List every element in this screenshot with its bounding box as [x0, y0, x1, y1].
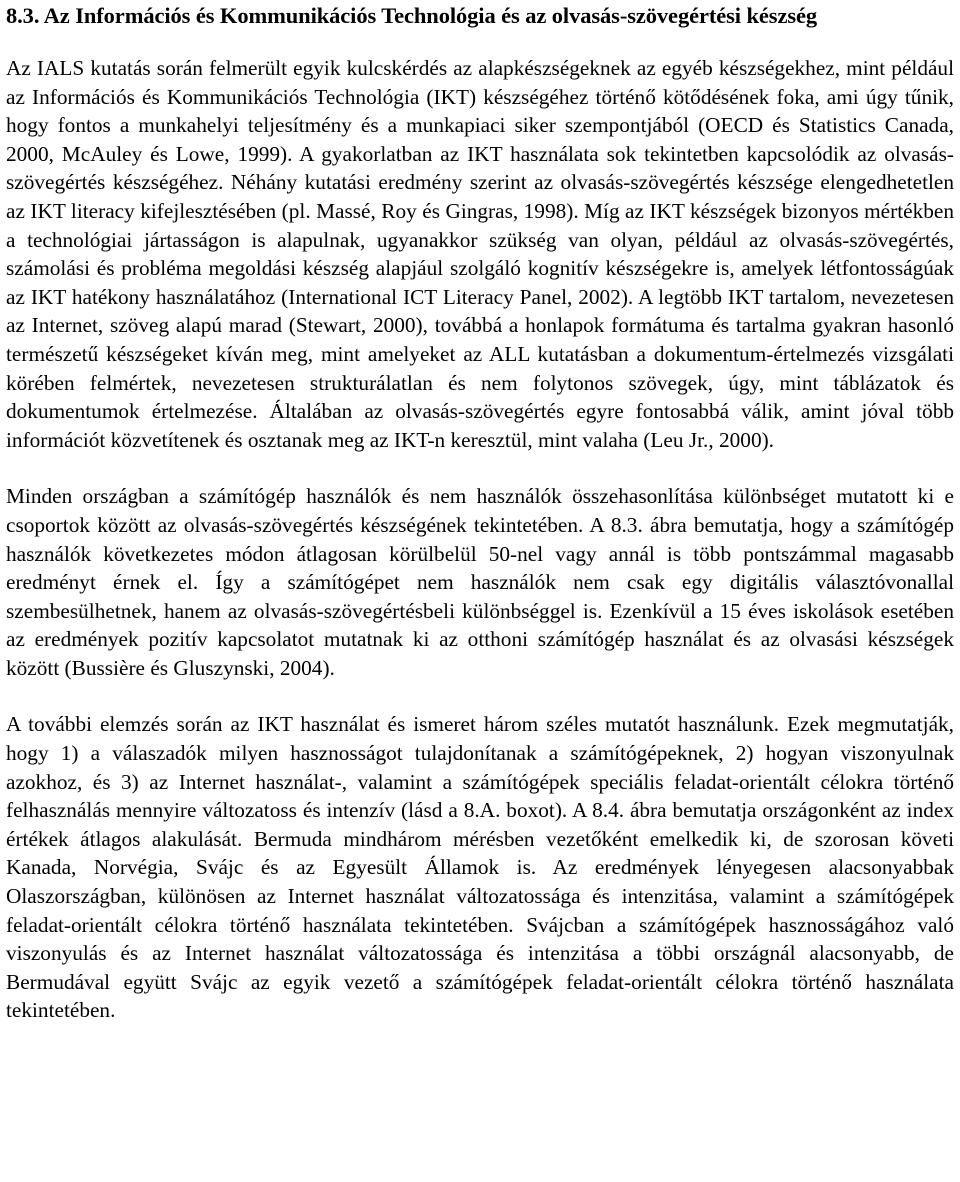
paragraph-ikt-intro: Az IALS kutatás során felmerült egyik kulcskérdés az alapkészségeknek az egyéb készségekhez, mint például az Információs és Kommunikációs Technológia (IKT) készségéhez történő kötődésének foka, ami úgy tűnik, hogy fontos a munkahelyi teljesítmény és a munkapiaci siker szempontjából (OECD és Statistics Canada, 2000, McAuley és Lowe, 1999). A gyakorlatban az IKT használata sok tekintetben kapcsolódik az olvasás-szövegértés készségéhez. Néhány kutatási eredmény szerint az olvasás-szövegértés készsége elengedhetetlen az IKT literacy kifejlesztésében (pl. Massé, Roy és Gingras, 1998). Míg az IKT készségek bizonyos mértékben a technológiai jártasságon is alapulnak, ugyanakkor szükség van olyan, például az olvasás-szövegértés, számolási és probléma megoldási készség alapjául szolgáló kognitív készségekre is, amelyek létfontosságúak az IKT hatékony használatához (International ICT Literacy Panel, 2002). A legtöbb IKT tartalom, nevezetesen az Internet, szöveg alapú marad (Stewart, 2000), továbbá a honlapok formátuma és tartalma gyakran hasonló természetű készségeket kíván meg, mint amelyeket az ALL kutatásban a dokumentum-értelmezés vizsgálati körében felmértek, nevezetesen strukturálatlan és nem folytonos szövegek, úgy, mint táblázatok és dokumentumok értelmezése. Általában az olvasás-szövegértés egyre fontosabbá válik, amint jóval több információt közvetítenek és osztanak meg az IKT-n keresztül, mint valaha (Leu Jr., 2000). [6, 56, 954, 452]
paragraph-further-analysis: A további elemzés során az IKT használat és ismeret három széles mutatót használunk. Ezek megmutatják, hogy 1) a válaszadók milyen hasznosságot tulajdonítanak a számítógépeknek, 2) hogyan viszonyulnak azokhoz, és 3) az Internet használat-, valamint a számítógépek speciális feladat-orientált célokra történő felhasználás mennyire változatoss és intenzív (lásd a 8.A. boxot). A 8.4. ábra bemutatja országonként az index értékek átlagos alakulását. Bermuda mindhárom mérésben vezetőként emelkedik ki, de szorosan követi Kanada, Norvégia, Svájc és az Egyesült Államok is. Az eredmények lényegesen alacsonyabbak Olaszországban, különösen az Internet használat változatossága és intenzitása, valamint a számítógépek feladat-orientált célokra történő használata tekintetében. Svájcban a számítógépek hasznosságához való viszonyulás és az Internet használat változatossága és intenzitása a többi országnál alacsonyabb, de Bermudával együtt Svájc az egyik vezető a számítógépek feladat-orientált célokra történő használata tekintetében. [6, 712, 954, 1023]
section-heading: 8.3. Az Információs és Kommunikációs Technológia és az olvasás-szövegértési készség [6, 3, 818, 28]
document-page [6, 0, 954, 1025]
paragraph-computer-users: Minden országban a számítógép használók és nem használók összehasonlítása különbséget mutatott ki e csoportok között az olvasás-szövegértés készségének tekintetében. A 8.3. ábra bemutatja, hogy a számítógép használók következetes módon átlagosan körülbelül 50-nel vagy annál is több pontszámmal magasabb eredményt érnek el. Így a számítógépet nem használók nem csak egy digitális választóvonallal szembesülhetnek, hanem az olvasás-szövegértésbeli különbséggel is. Ezenkívül a 15 éves iskolások esetében az eredmények pozitív kapcsolatot mutatnak ki az otthoni számítógép használat és az olvasási készségek között (Bussière és Gluszynski, 2004). [6, 484, 954, 680]
